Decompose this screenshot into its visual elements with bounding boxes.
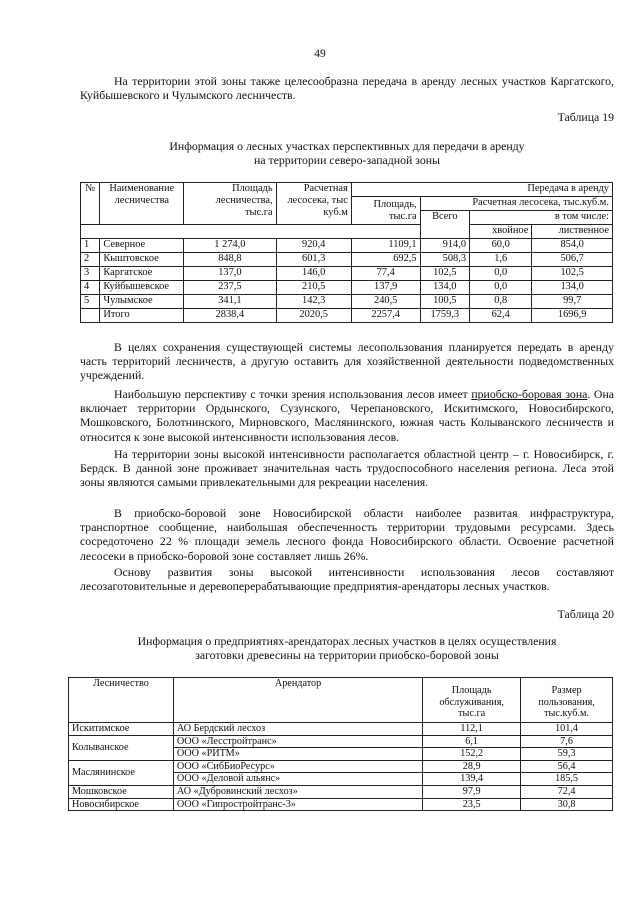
paragraph-4: В приобско-боровой зоне Новосибирской области наиболее развитая инфраструктура, транспортное сообщение, наибольшая обеспеченность территории трудовыми ресурсами. Здесь сосредоточено 22 % площади земель лесного фонда Новосибирского области. Освоение расчетной лесосеки в приобско-боровой зоне составляет лишь 26%.: [80, 506, 614, 563]
cell-area: 97,9: [423, 785, 521, 798]
cell-cut: 146,0: [276, 267, 351, 281]
table19-header-num: №: [81, 183, 100, 225]
cell-size: 101,4: [521, 723, 613, 736]
cell-forestry: Мошковское: [69, 785, 174, 798]
table-row: [69, 760, 613, 773]
table-row: [69, 723, 613, 736]
cell-decid: 99,7: [532, 295, 613, 309]
table19-header-conif: хвойное: [470, 225, 532, 239]
table20-title-line2: заготовки древесины на территории приобско-боровой зоны: [195, 648, 499, 663]
cell-tenant: ООО «Лесстройтранс»: [173, 735, 422, 748]
table-row: [69, 785, 613, 798]
cell-size: 7,6: [521, 735, 613, 748]
table-row: [81, 281, 613, 295]
cell-conif: 0,0: [470, 281, 532, 295]
cell-name: Кыштовское: [100, 253, 184, 267]
cell-name: Куйбышевское: [100, 281, 184, 295]
paragraph-5: Основу развития зоны высокой интенсивности использования лесов составляют лесозаготовительные и деревоперерабатывающие предприятия-арендаторы лесных участков.: [80, 565, 614, 594]
table20-header-area: Площадь обслуживания, тыс.га: [423, 678, 521, 723]
cell-size: 72,4: [521, 785, 613, 798]
cell-forestry: Искитимское: [69, 723, 174, 736]
cell-tenant: ООО «СибБиоРесурс»: [173, 760, 422, 773]
cell-decid: 134,0: [532, 281, 613, 295]
cell-tarea: 692,5: [351, 253, 420, 267]
cell-area: 23,5: [423, 798, 521, 811]
table-row: [81, 239, 613, 253]
cell-tarea: 137,9: [351, 281, 420, 295]
cell-cut: 2020,5: [276, 309, 351, 323]
table-row: [69, 798, 613, 811]
table20-label: Таблица 20: [557, 607, 614, 621]
cell-area: 152,2: [423, 748, 521, 761]
cell-total: 100,5: [420, 295, 469, 309]
table19-header-incl: в том числе:: [470, 211, 613, 225]
cell-size: 59,3: [521, 748, 613, 761]
paragraph-1: В целях сохранения существующей системы лесопользования планируется передать в аренду часть территорий лесничеств, а другую оставить для хозяйственной деятельности подведомственных учреждений.: [80, 340, 614, 383]
cell-num: 3: [81, 267, 100, 281]
cell-name: Итого: [100, 309, 184, 323]
cell-conif: 0,8: [470, 295, 532, 309]
cell-total: 102,5: [420, 267, 469, 281]
cell-tenant: ООО «Гипростройтранс-3»: [173, 798, 422, 811]
table19-header-row1: [81, 183, 613, 197]
table19-title: [80, 139, 614, 167]
cell-decid: 1696,9: [532, 309, 613, 323]
table19-header-blank: [81, 225, 421, 239]
cell-tarea: 240,5: [351, 295, 420, 309]
table-row-total: [81, 309, 613, 323]
cell-cut: 210,5: [276, 281, 351, 295]
cell-num: 5: [81, 295, 100, 309]
cell-cut: 142,3: [276, 295, 351, 309]
cell-size: 56,4: [521, 760, 613, 773]
table19-header-cut: Расчетная лесосека, тыс куб.м: [276, 183, 351, 225]
paragraph-2-post: . Она включает территории Ордынского, Сузунского, Черепановского, Искитимского, Новосибирского, Мошковского, Болотнинского, Мирновского, Маслянинского, южная часть Колыванского лесничеств и относится к зоне высокой интенсивности использования лесов.: [80, 387, 614, 444]
table19-header-name: Наименование лесничества: [100, 183, 184, 225]
table19-header-transfer: Передача в аренду: [351, 183, 612, 197]
cell-num: 4: [81, 281, 100, 295]
table20: [68, 677, 613, 811]
cell-forestry: Колыванское: [69, 735, 174, 760]
cell-cut: 601,3: [276, 253, 351, 267]
cell-size: 185,5: [521, 773, 613, 786]
cell-num: [81, 309, 100, 323]
table19-header-decid: лиственное: [532, 225, 613, 239]
cell-area: 28,9: [423, 760, 521, 773]
cell-tarea: 77,4: [351, 267, 420, 281]
cell-area: 341,1: [184, 295, 276, 309]
table19-header-transfer-area: Площадь, тыс.га: [351, 197, 420, 225]
cell-name: Чулымское: [100, 295, 184, 309]
cell-num: 2: [81, 253, 100, 267]
cell-tenant: ООО «РИТМ»: [173, 748, 422, 761]
page-number: 49: [314, 48, 326, 60]
paragraph-3: На территории зоны высокой интенсивности располагается областной центр – г. Новосибирск, г. Бердск. В данной зоне проживает значительная часть трудоспособного населения региона. Леса этой зоны являются самыми привлекательными для рекреации населения.: [80, 447, 614, 490]
table19-label: Таблица 19: [557, 110, 614, 124]
table20-header-size: Размер пользования, тыс.куб.м.: [521, 678, 613, 723]
cell-name: Северное: [100, 239, 184, 253]
cell-area: 137,0: [184, 267, 276, 281]
cell-total: 1759,3: [420, 309, 469, 323]
table19-title-line1: Информация о лесных участках перспективных для передачи в аренду: [169, 139, 525, 153]
cell-total: 508,3: [420, 253, 469, 267]
cell-forestry: Новосибирское: [69, 798, 174, 811]
cell-total: 914,0: [420, 239, 469, 253]
table20-title-line1: Информация о предприятиях-арендаторах лесных участков в целях осуществления: [137, 634, 557, 648]
cell-area: 1 274,0: [184, 239, 276, 253]
cell-cut: 920,4: [276, 239, 351, 253]
table-row: [69, 735, 613, 748]
intro-paragraph: На территории этой зоны также целесообразна передача в аренду лесных участков Каргатского, Куйбышевского и Чулымского лесничеств.: [80, 74, 614, 103]
paragraph-2: [80, 387, 614, 444]
cell-area: 112,1: [423, 723, 521, 736]
table19-title-line2: на территории северо-западной зоны: [254, 153, 440, 168]
cell-tenant: АО «Дубровинский лесхоз»: [173, 785, 422, 798]
cell-conif: 62,4: [470, 309, 532, 323]
cell-decid: 506,7: [532, 253, 613, 267]
table19: [80, 182, 613, 323]
cell-area: 139,4: [423, 773, 521, 786]
cell-area: 6,1: [423, 735, 521, 748]
cell-conif: 1,6: [470, 253, 532, 267]
cell-decid: 854,0: [532, 239, 613, 253]
table20-header-forestry: Лесничество: [69, 678, 174, 723]
table20-title: [80, 634, 614, 662]
table-row: [81, 295, 613, 309]
cell-tenant: АО Бердский лесхоз: [173, 723, 422, 736]
cell-tenant: ООО «Деловой альянс»: [173, 773, 422, 786]
cell-total: 134,0: [420, 281, 469, 295]
cell-area: 2838,4: [184, 309, 276, 323]
paragraph-2-zone-link: приобско-боровая зона: [471, 387, 588, 401]
cell-tarea: 1109,1: [351, 239, 420, 253]
table-row: [81, 253, 613, 267]
table20-header-tenant: Арендатор: [173, 678, 422, 723]
cell-conif: 0,0: [470, 267, 532, 281]
paragraph-2-pre: Наибольшую перспективу с точки зрения использования лесов имеет: [114, 387, 472, 401]
table-row: [81, 267, 613, 281]
cell-forestry: Маслянинское: [69, 760, 174, 785]
table19-header-row4: [81, 225, 613, 239]
cell-name: Каргатское: [100, 267, 184, 281]
cell-area: 237,5: [184, 281, 276, 295]
cell-num: 1: [81, 239, 100, 253]
table19-header-total: Всего: [420, 211, 469, 239]
cell-size: 30,8: [521, 798, 613, 811]
table20-header-row: [69, 678, 613, 723]
cell-conif: 60,0: [470, 239, 532, 253]
table19-header-area: Площадь лесничества, тыс.га: [184, 183, 276, 225]
cell-tarea: 2257,4: [351, 309, 420, 323]
table19-header-transfer-cut: Расчетная лесосека, тыс.куб.м.: [420, 197, 612, 211]
cell-decid: 102,5: [532, 267, 613, 281]
cell-area: 848,8: [184, 253, 276, 267]
